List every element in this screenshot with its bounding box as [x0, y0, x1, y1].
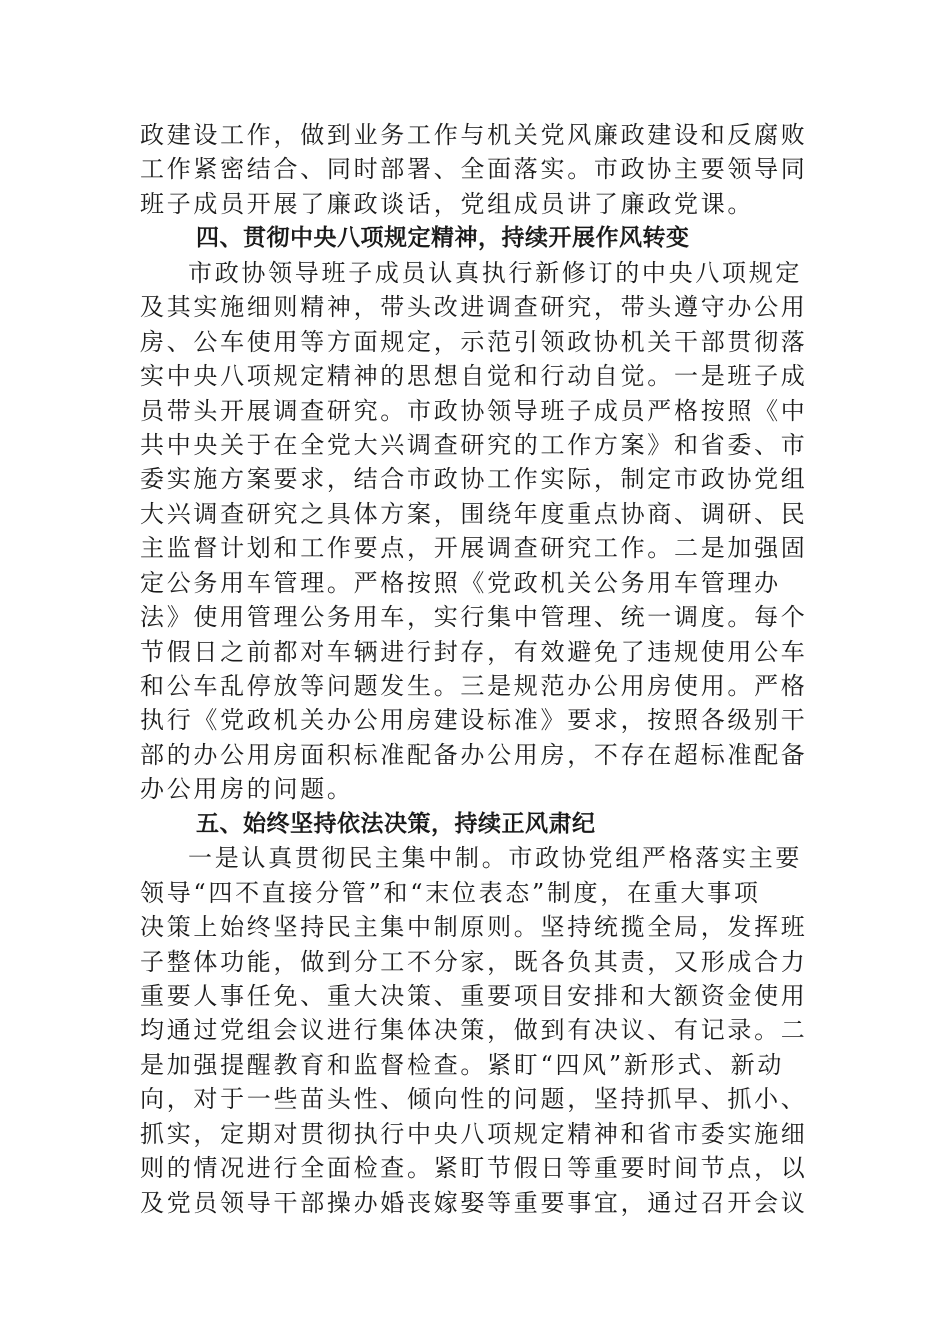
- section-4-heading: 四、贯彻中央八项规定精神，持续开展作风转变: [196, 225, 690, 252]
- text-line: 定公务用车管理。严格按照《党政机关公务用车管理办: [140, 568, 781, 597]
- intro-paragraph: [140, 118, 807, 221]
- section-4-paragraph: [140, 256, 807, 807]
- text-line: 领导“四不直接分管”和“末位表态”制度，在重大事项: [140, 878, 761, 907]
- text-line: 是加强提醒教育和监督检查。紧盯“四风”新形式、新动: [140, 1050, 785, 1079]
- text-line: 市政协领导班子成员认真执行新修订的中央八项规定: [188, 258, 803, 287]
- text-line: 办公用房的问题。: [140, 775, 354, 804]
- text-line: 决策上始终坚持民主集中制原则。坚持统揽全局，发挥班: [140, 913, 807, 942]
- text-line: 法》使用管理公务用车，实行集中管理、统一调度。每个: [140, 603, 807, 632]
- text-line: 均通过党组会议进行集体决策，做到有决议、有记录。二: [140, 1016, 807, 1045]
- text-line: 实中央八项规定精神的思想自觉和行动自觉。一是班子成: [140, 362, 807, 391]
- text-line: 执行《党政机关办公用房建设标准》要求，按照各级别干: [140, 706, 807, 735]
- text-line: 主监督计划和工作要点，开展调查研究工作。二是加强固: [140, 534, 807, 563]
- text-line: 子整体功能，做到分工不分家，既各负其责，又形成合力: [140, 947, 807, 976]
- text-line: 抓实，定期对贯彻执行中央八项规定精神和省市委实施细: [140, 1119, 807, 1148]
- document-page: [140, 118, 807, 1220]
- text-line: 委实施方案要求，结合市政协工作实际，制定市政协党组: [140, 465, 807, 494]
- text-line: 和公车乱停放等问题发生。三是规范办公用房使用。严格: [140, 672, 807, 700]
- text-line: 部的办公用房面积标准配备办公用房，不存在超标准配备: [140, 740, 807, 769]
- text-line: 及其实施细则精神，带头改进调查研究，带头遵守办公用: [140, 293, 807, 322]
- text-line: 一是认真贯彻民主集中制。市政协党组严格落实主要: [188, 844, 803, 873]
- text-line: 重要人事任免、重大决策、重要项目安排和大额资金使用: [140, 981, 807, 1010]
- section-5-paragraph: [140, 841, 807, 1220]
- text-line: 班子成员开展了廉政谈话，党组成员讲了廉政党课。: [140, 189, 755, 218]
- section-5-heading: 五、始终坚持依法决策，持续正风肃纪: [196, 810, 596, 837]
- text-line: 工作紧密结合、同时部署、全面落实。市政协主要领导同: [140, 155, 807, 184]
- text-line: 房、公车使用等方面规定，示范引领政协机关干部贯彻落: [140, 327, 807, 356]
- text-line: 共中央关于在全党大兴调查研究的工作方案》和省委、市: [140, 430, 807, 459]
- text-line: 大兴调查研究之具体方案，围绕年度重点协商、调研、民: [140, 499, 807, 528]
- text-line: 向，对于一些苗头性、倾向性的问题，坚持抓早、抓小、: [140, 1085, 807, 1114]
- text-line: 节假日之前都对车辆进行封存，有效避免了违规使用公车: [140, 637, 807, 666]
- text-line: 则的情况进行全面检查。紧盯节假日等重要时间节点，以: [140, 1154, 807, 1183]
- text-line: 及党员领导干部操办婚丧嫁娶等重要事宜，通过召开会议: [140, 1188, 807, 1217]
- text-line: 政建设工作，做到业务工作与机关党风廉政建设和反腐败: [140, 121, 807, 149]
- text-line: 员带头开展调查研究。市政协领导班子成员严格按照《中: [140, 396, 807, 425]
